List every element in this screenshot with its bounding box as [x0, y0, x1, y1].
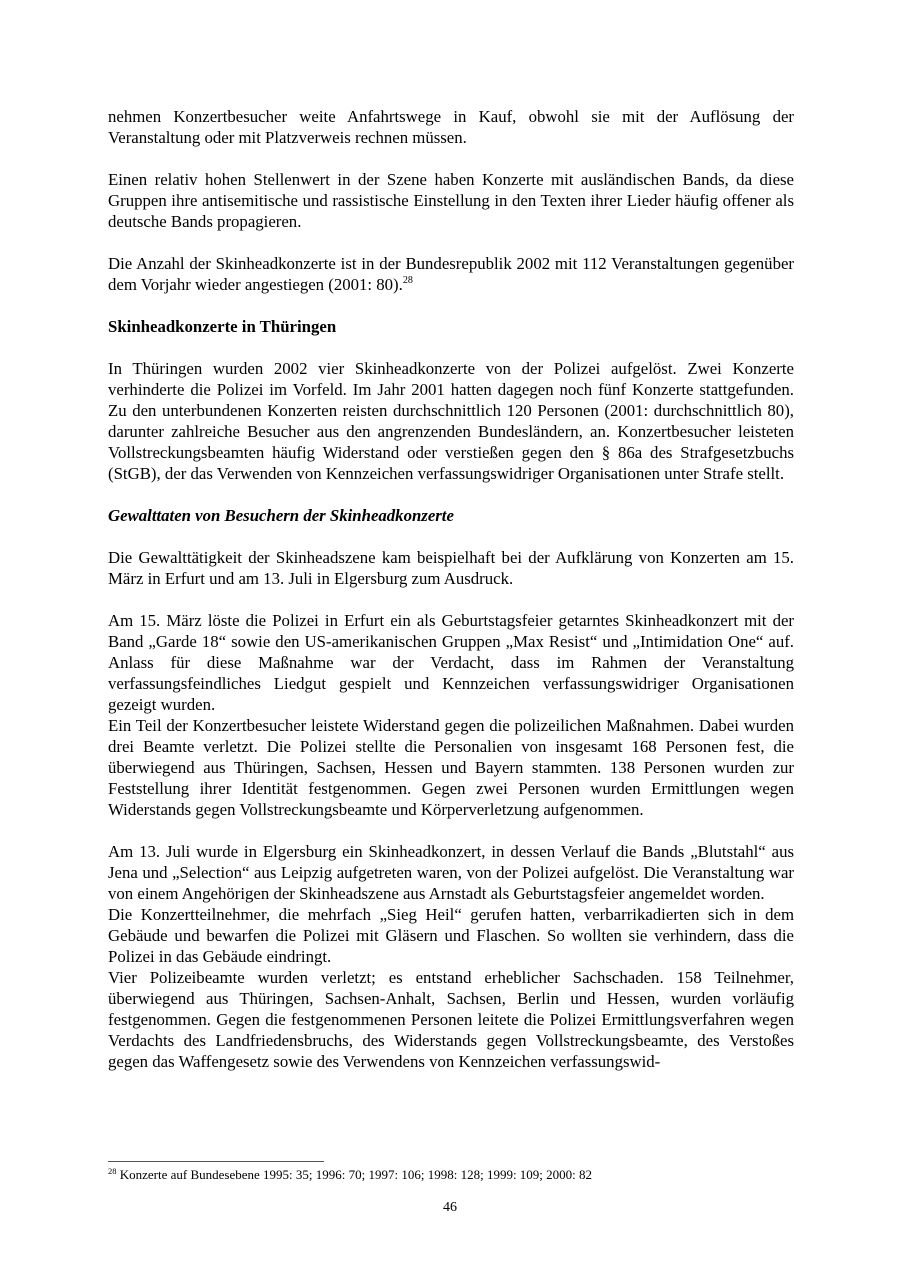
page-number: 46 [443, 1200, 457, 1215]
footnote-text: Konzerte auf Bundesebene 1995: 35; 1996: 70; 1997: 106; 1998: 128; 1999: 109; 2000: 82 [119, 1167, 593, 1182]
paragraph-text: Die Anzahl der Skinheadkonzerte ist in der Bundesrepublik 2002 mit 112 Veranstaltungen gegenüber dem Vorjahr wieder angestiegen (2001: 80). [108, 254, 794, 294]
footnote [108, 1167, 794, 1183]
paragraph-concert-count [108, 253, 794, 295]
section-heading: Skinheadkonzerte in Thüringen [108, 317, 337, 336]
paragraph: nehmen Konzertbesucher weite Anfahrtswege in Kauf, obwohl sie mit der Auflösung der Veranstaltung oder mit Platzverweis rechnen müssen. [108, 107, 794, 147]
footnote-reference[interactable]: 28 [402, 275, 413, 286]
paragraph: Ein Teil der Konzertbesucher leistete Widerstand gegen die polizeilichen Maßnahmen. Dabei wurden drei Beamte verletzt. Die Polizei stellte die Personalien von insgesamt 168 Personen fest, die überwiegend aus Thüringen, Sachsen, Hessen und Bayern stammten. 138 Personen wurden zur Feststellung ihrer Identität festgenommen. Gegen zwei Personen wurden Ermittlungen wegen Widerstands gegen Vollstreckungsbeamte und Körperverletzung aufgenommen. [108, 716, 794, 819]
paragraph: Am 13. Juli wurde in Elgersburg ein Skinheadkonzert, in dessen Verlauf die Bands „Blutstahl“ aus Jena und „Selection“ aus Leipzig aufgetreten waren, von der Polizei aufgelöst. Die Veranstaltung war von einem Angehörigen der Skinheadszene aus Arnstadt als Geburtstagsfeier angemeldet worden. [108, 842, 794, 903]
page-body [108, 106, 794, 1072]
paragraph: Die Gewalttätigkeit der Skinheadszene kam beispielhaft bei der Aufklärung von Konzerten am 15. März in Erfurt und am 13. Juli in Elgersburg zum Ausdruck. [108, 548, 794, 588]
paragraph: Die Konzertteilnehmer, die mehrfach „Sieg Heil“ gerufen hatten, verbarrikadierten sich in dem Gebäude und bewarfen die Polizei mit Gläsern und Flaschen. So wollten sie verhindern, dass die Polizei in das Gebäude eindringt. [108, 905, 794, 966]
paragraph: Vier Polizeibeamte wurden verletzt; es entstand erheblicher Sachschaden. 158 Teilnehmer, überwiegend aus Thüringen, Sachsen-Anhalt, Sachsen, Berlin und Hessen, wurden vorläufig festgenommen. Gegen die festgenommenen Personen leitete die Polizei Ermittlungsverfahren wegen Verdachts des Landfriedensbruchs, des Widerstands gegen Vollstreckungsbeamte, des Verstoßes gegen das Waffengesetz sowie des Verwendens von Kennzeichen verfassungswid- [108, 968, 794, 1071]
subsection-heading: Gewalttaten von Besuchern der Skinheadkonzerte [108, 506, 454, 525]
footnote-separator [108, 1161, 324, 1162]
footnote-number: 28 [108, 1166, 117, 1176]
paragraph: In Thüringen wurden 2002 vier Skinheadkonzerte von der Polizei aufgelöst. Zwei Konzerte verhinderte die Polizei im Vorfeld. Im Jahr 2001 hatten dagegen noch fünf Konzerte stattgefunden. Zu den unterbundenen Konzerten reisten durchschnittlich 120 Personen (2001: durchschnittlich 80), darunter zahlreiche Besucher aus den angrenzenden Bundesländern, an. Konzertbesucher leisteten Vollstreckungsbeamten häufig Widerstand oder verstießen gegen den § 86a des Strafgesetzbuchs (StGB), der das Verwenden von Kennzeichen verfassungswidriger Organisationen unter Strafe stellt. [108, 359, 794, 483]
paragraph: Einen relativ hohen Stellenwert in der Szene haben Konzerte mit ausländischen Bands, da diese Gruppen ihre antisemitische und rassistische Einstellung in den Texten ihrer Lieder häufig offener als deutsche Bands propagieren. [108, 170, 794, 231]
paragraph: Am 15. März löste die Polizei in Erfurt ein als Geburtstagsfeier getarntes Skinheadkonzert mit der Band „Garde 18“ sowie den US-amerikanischen Gruppen „Max Resist“ und „Intimidation One“ auf. Anlass für diese Maßnahme war der Verdacht, dass im Rahmen der Veranstaltung verfassungsfeindliches Liedgut gespielt und Kennzeichen verfassungswidriger Organisationen gezeigt wurden. [108, 611, 794, 714]
